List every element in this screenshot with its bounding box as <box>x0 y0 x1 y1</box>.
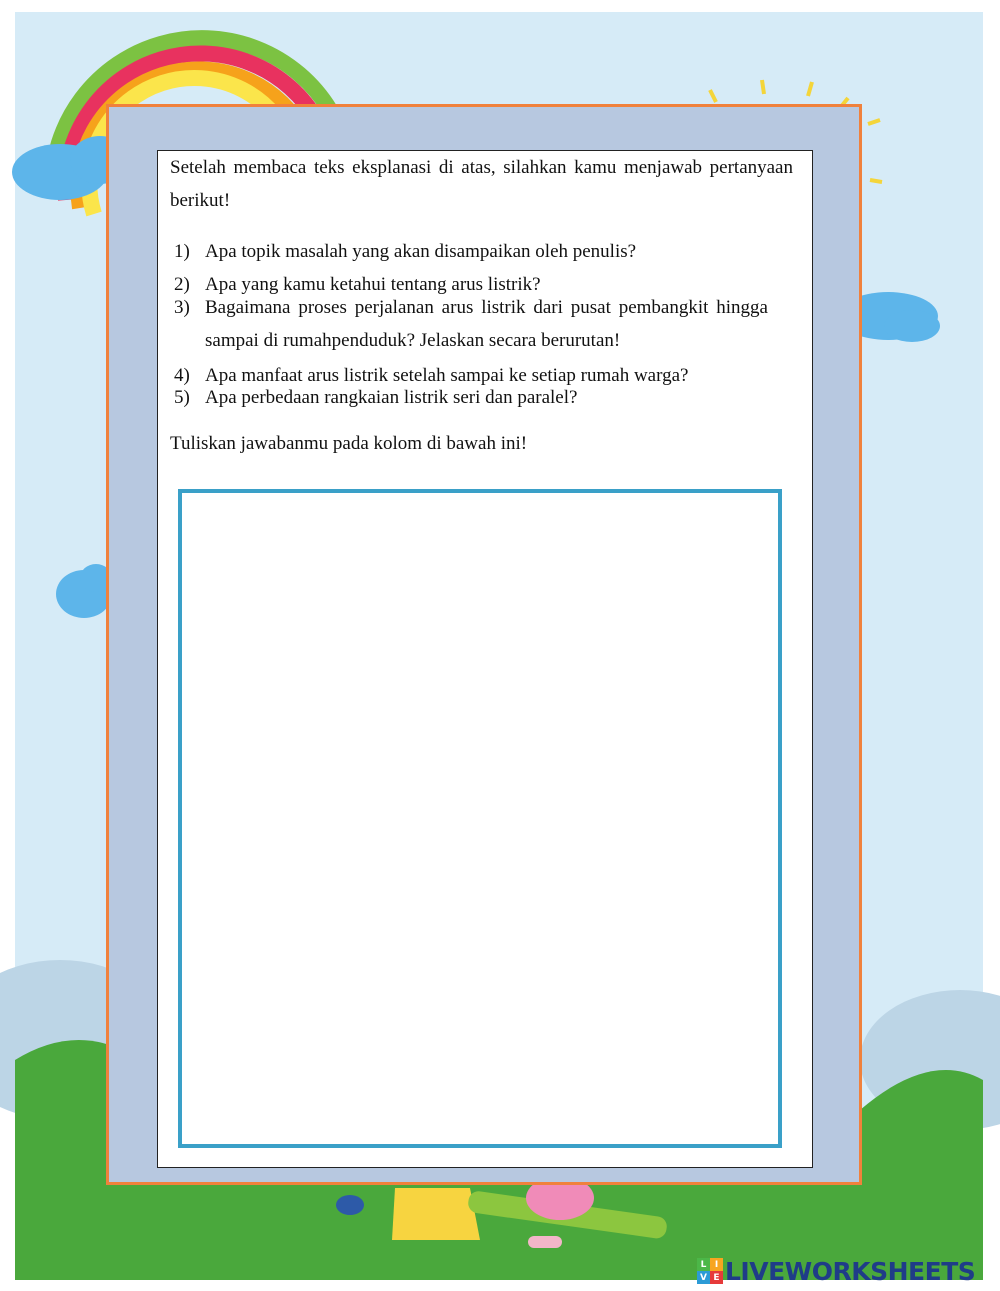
intro-line-1: Setelah membaca teks eksplanasi di atas, silahkan kamu menjawab pertanyaan <box>170 157 793 178</box>
brand-name: LIVEWORKSHEETS <box>725 1256 976 1286</box>
question-text: Bagaimana proses perjalanan arus listrik dari pusat pembangkit hingga <box>205 297 768 318</box>
question-text-continued: sampai di rumahpenduduk? Jelaskan secara berurutan! <box>205 330 621 351</box>
question-number: 2) <box>174 274 190 295</box>
question-text: Apa manfaat arus listrik setelah sampai ke setiap rumah warga? <box>205 365 689 386</box>
question-number: 3) <box>174 297 190 318</box>
logo-letter: L <box>697 1258 710 1271</box>
logo-letter: E <box>710 1271 723 1284</box>
answer-instruction: Tuliskan jawabanmu pada kolom di bawah ini! <box>170 433 528 454</box>
live-logo-icon <box>697 1258 723 1284</box>
answer-textbox[interactable] <box>178 489 782 1148</box>
question-text: Apa topik masalah yang akan disampaikan oleh penulis? <box>205 241 637 262</box>
question-number: 1) <box>174 241 190 262</box>
liveworksheets-logo <box>697 1256 975 1286</box>
logo-letter: I <box>710 1258 723 1271</box>
intro-line-2: berikut! <box>170 190 231 211</box>
question-number: 5) <box>174 387 190 408</box>
question-text: Apa yang kamu ketahui tentang arus listrik? <box>205 274 541 295</box>
logo-letter: V <box>697 1271 710 1284</box>
question-number: 4) <box>174 365 190 386</box>
question-text: Apa perbedaan rangkaian listrik seri dan paralel? <box>205 387 578 408</box>
